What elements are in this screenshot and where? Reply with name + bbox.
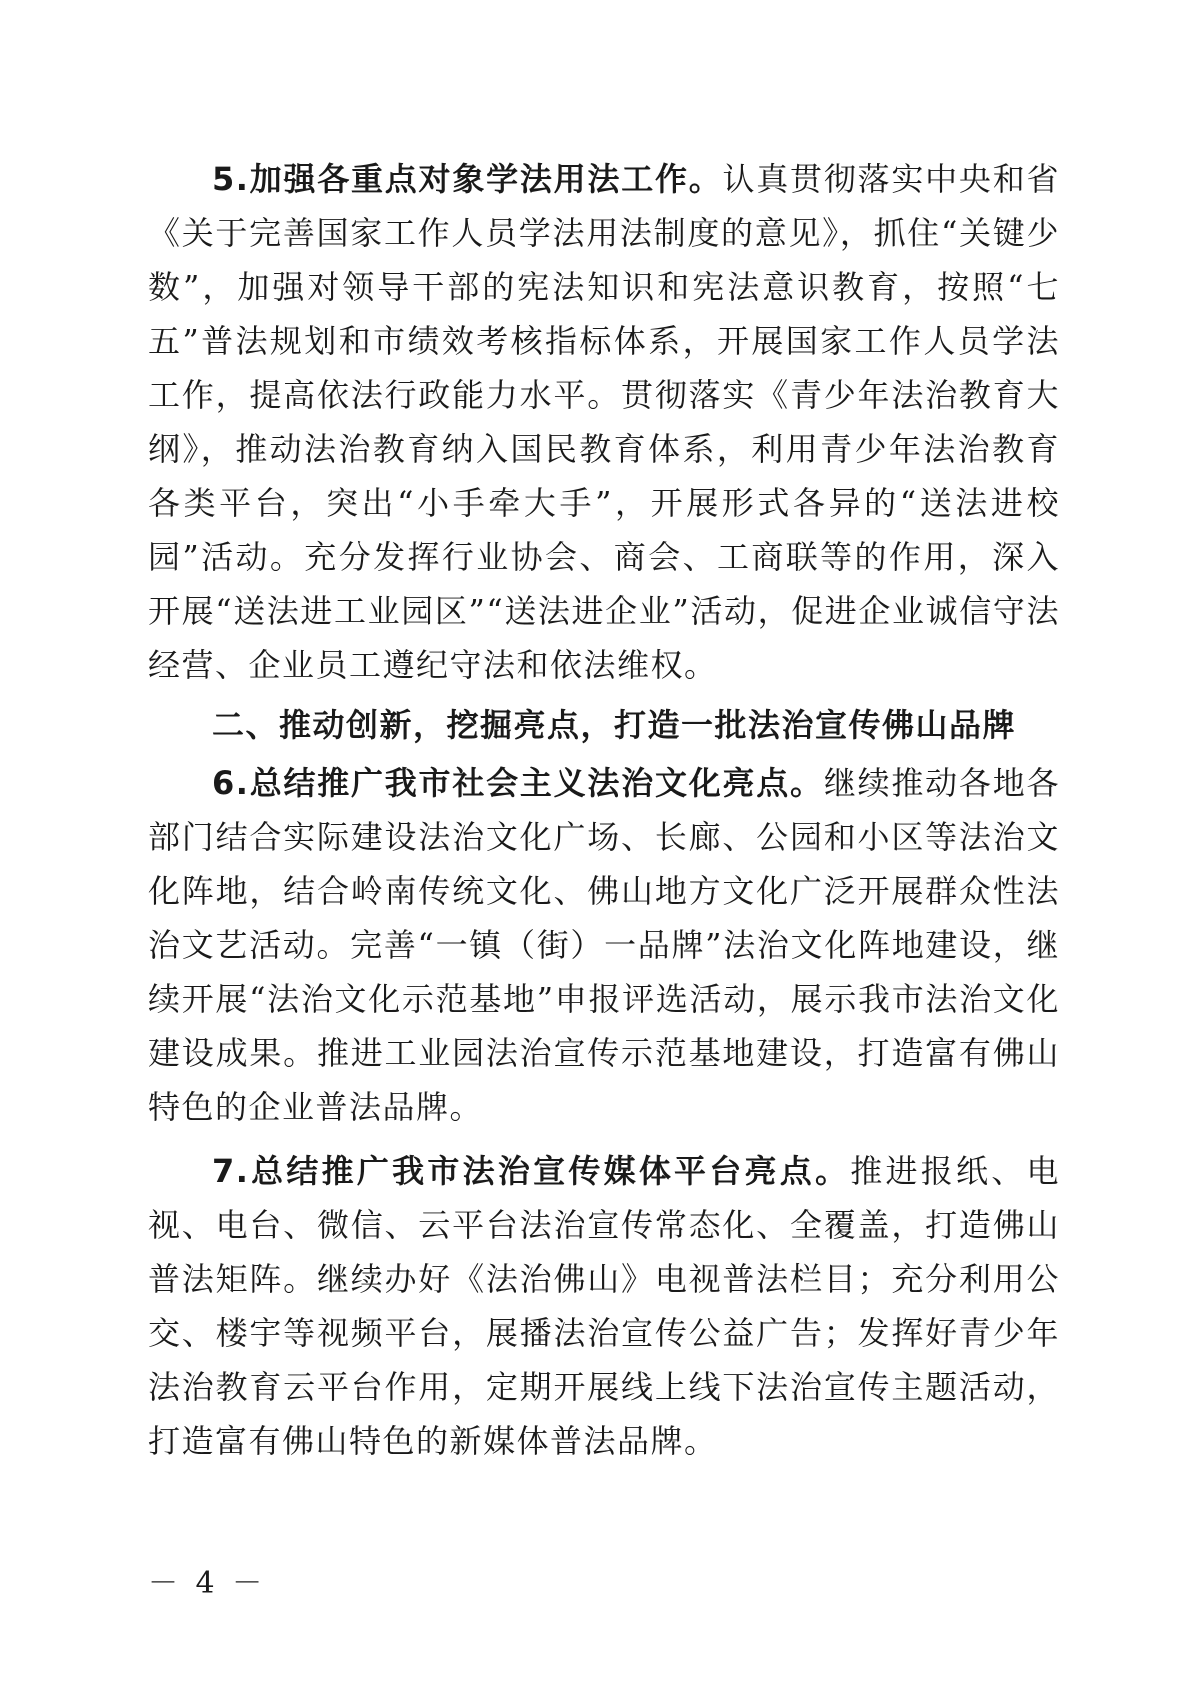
paragraph-5-text: 认真贯彻落实中央和省《关于完善国家工作人员学法用法制度的意见》，抓住“关键少数”，加强对领导干部的宪法知识和宪法意识教育，按照“七五”普法规划和市绩效考核指标体系，开展国家工作人员学法工作，提高依法行政能力水平。贯彻落实《青少年法治教育大纲》，推动法治教育纳入国民教育体系，利用青少年法治教育各类平台，突出“小手牵大手”，开展形式各异的“送法进校园”活动。充分发挥行业协会、商会、工商联等的作用，深入开展“送法进工业园区”“送法进企业”活动，促进企业诚信守法经营、企业员工遵纪守法和依法维权。 (148, 160, 1060, 684)
paragraph-6-text: 继续推动各地各部门结合实际建设法治文化广场、长廊、公园和小区等法治文化阵地，结合岭南传统文化、佛山地方文化广泛开展群众性法治文艺活动。完善“一镇（街）一品牌”法治文化阵地建设，继续开展“法治文化示范基地”申报评选活动，展示我市法治文化建设成果。推进工业园法治宣传示范基地建设，打造富有佛山特色的企业普法品牌。 (148, 764, 1060, 1126)
paragraph-5-lead: 5.加强各重点对象学法用法工作。 (212, 160, 723, 198)
page-number: － 4 － (148, 1566, 267, 1601)
paragraph-6 (148, 756, 1060, 1134)
paragraph-7-text: 推进报纸、电视、电台、微信、云平台法治宣传常态化、全覆盖，打造佛山普法矩阵。继续办好《法治佛山》电视普法栏目；充分利用公交、楼宇等视频平台，展播法治宣传公益广告；发挥好青少年法治教育云平台作用，定期开展线上线下法治宣传主题活动，打造富有佛山特色的新媒体普法品牌。 (148, 1152, 1060, 1460)
paragraph-7 (148, 1144, 1060, 1468)
paragraph-5 (148, 152, 1060, 692)
section-heading-2: 二、推动创新，挖掘亮点，打造一批法治宣传佛山品牌 (212, 706, 1017, 744)
paragraph-7-lead: 7.总结推广我市法治宣传媒体平台亮点。 (212, 1152, 851, 1190)
document-body (148, 152, 1060, 1468)
paragraph-6-lead: 6.总结推广我市社会主义法治文化亮点。 (212, 764, 824, 802)
